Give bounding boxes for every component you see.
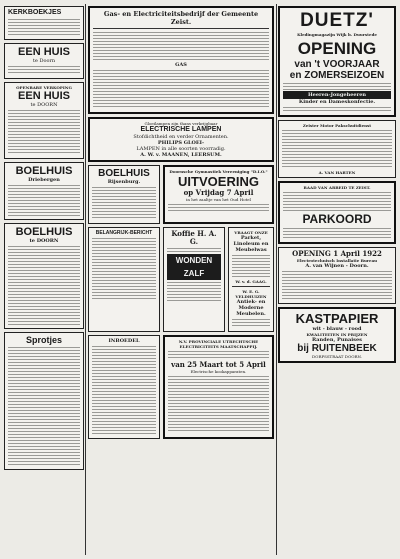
row-belangrijk-koffie: [88, 227, 274, 335]
ad-sub: PHILIPS GLOEI-: [157, 140, 205, 146]
ad-title: Parket, Linoleum en Meubelwas: [233, 235, 269, 253]
ad-title: van 't VOORJAAR: [294, 59, 380, 70]
ad-section: GAS: [175, 62, 187, 68]
ad-duetz: [278, 6, 396, 117]
ad-sub: Antiek- en Moderne Meubelen.: [236, 299, 266, 317]
ad-title: RAAD VAN ARBEID TE ZEIST.: [303, 185, 371, 190]
ad-sub: Stofdichtheid en verder Ornamenten.: [133, 134, 229, 140]
ad-title: EEN HUIS: [18, 46, 70, 58]
ad-sub: Doornsche Gymnastiek Vereeniging "D.I.O.": [169, 169, 268, 174]
ad-sub: op Vrijdag 7 April: [183, 188, 254, 197]
column-right: [278, 6, 396, 555]
ad-title: BOELHUIS: [15, 165, 73, 177]
column-middle: [88, 6, 274, 555]
ad-title: UITVOERING: [178, 174, 259, 189]
ad-sub: DORPSSTRAAT DOORN.: [311, 354, 363, 359]
ad-title: Zeister Motor Pakschuitdienst: [302, 123, 372, 128]
ad-title: Koffie H. A. G.: [171, 229, 217, 246]
ad-sub: Electrische kookapparaten.: [190, 369, 247, 374]
ad-title: BOELHUIS: [15, 226, 73, 238]
ad-belangrijk: [88, 227, 160, 332]
ad-sub: VRAAGT ONZE: [234, 230, 268, 235]
row-inboedel-nvpub: [88, 335, 274, 442]
ad-sub: LAMPEN in alle soorten voorradig.: [136, 146, 226, 152]
ad-sub: te Doorn: [32, 58, 56, 64]
ad-title: OPENING: [297, 39, 377, 58]
ad-sub: te DOORN: [30, 102, 58, 108]
ad-parket: [228, 227, 274, 332]
ad-sub: Gloeilampen zijn thans verkrijgbaar: [144, 121, 218, 126]
ad-supplier: A. W. v. MAANEN, LEERSUM.: [140, 152, 222, 158]
ad-lampen: [88, 117, 274, 162]
ad-sub: Kledingmagazijn Wijk b. Duurstede: [297, 32, 377, 37]
ad-nvpub: [163, 335, 274, 439]
ad-boelhuis-2: [4, 223, 84, 329]
ad-opening-1922: [278, 247, 396, 304]
ad-title: ELECTRISCHE LAMPEN: [140, 126, 222, 133]
ad-sub: in het zaaltje van het Oud Hotel: [186, 197, 251, 202]
ad-title: EEN HUIS: [18, 90, 70, 102]
ad-title: ZALF: [167, 267, 221, 280]
ad-koffie: [163, 227, 225, 332]
ad-sub: KWALITEITEN IN PRIJZEN: [306, 332, 368, 337]
ad-title: Gas- en Electriciteitsbedrijf der Gemeente Zeist.: [103, 10, 259, 26]
column-left: [4, 6, 84, 555]
ad-sub: van 25 Maart tot 5 April: [171, 360, 266, 369]
ad-kastpapier: [278, 307, 396, 363]
ad-openbare-verkoping: [4, 82, 84, 159]
ad-sub: wit - blauw - rood: [312, 326, 362, 332]
ad-raad-van-arbeid: [278, 181, 396, 244]
ad-title: DUETZ': [300, 10, 374, 31]
ad-sub: Kinder en Dameskonfectie.: [298, 99, 376, 105]
ad-title: OPENING 1 April 1922: [292, 249, 382, 258]
ad-sub: A. van Wijnen - Doorn.: [305, 263, 369, 269]
ad-zeister: [278, 120, 396, 178]
ad-title: bij RUITENBEEK: [297, 343, 377, 354]
ad-een-huis-1: [4, 43, 84, 79]
ad-sub: Rijsenburg.: [107, 179, 141, 185]
ad-title: BOELHUIS: [98, 168, 150, 179]
ad-banner: Heeren-Jongeheeren: [283, 91, 391, 99]
ad-inboedel: [88, 335, 160, 439]
column-divider: [85, 4, 86, 555]
ad-title: ELECTRICITEITS MAATSCHAPPIJ.: [179, 344, 258, 349]
ad-sub: Randen, Punaises: [312, 337, 362, 343]
ad-title: OPENBARE VERKOPING: [16, 85, 72, 90]
ad-title: BELANGRIJK-BERICHT: [95, 230, 153, 236]
ad-title: KERKBOEKJES: [8, 9, 62, 16]
ad-boelhuis-3: [88, 165, 160, 224]
column-divider: [276, 4, 277, 555]
ad-title: Sprotjes: [25, 335, 62, 345]
ad-title: WONDEN: [167, 254, 221, 267]
ad-title: PARKOORD: [302, 212, 372, 226]
ad-sprotjes: [4, 332, 84, 470]
ad-sub: te DOORN: [29, 238, 59, 244]
row-boelhuis-uitvoering: [88, 165, 274, 227]
ad-sub: Driebergen: [28, 177, 60, 183]
ad-title: N.V. PROVINCIALE UTRECHTSCHE: [178, 339, 259, 344]
ad-title: en ZOMERSEIZOEN: [289, 70, 385, 81]
ad-supplier: A. VAN HARTEN: [318, 170, 356, 175]
ad-uitvoering: [163, 165, 274, 224]
ad-supplier: W. v. d. GAAG.: [235, 279, 267, 284]
ad-title: KASTPAPIER: [295, 311, 379, 326]
ad-sub: Electrotechnisch Installatie Bureau: [296, 258, 378, 263]
ad-kerkboekjes: [4, 6, 84, 40]
ad-title: W. E. G. VELDHUIZEN: [235, 289, 267, 299]
ad-gasbedrijf: [88, 6, 274, 114]
ad-boelhuis-1: [4, 162, 84, 220]
ad-title: INBOEDEL: [108, 338, 140, 344]
